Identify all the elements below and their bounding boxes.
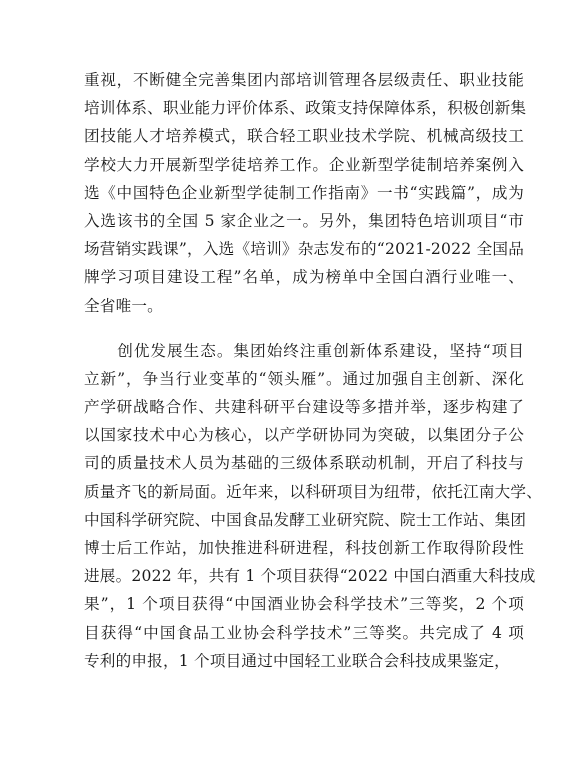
text-line: 以国家技术中心为核心，以产学研协同为突破，以集团分子公 xyxy=(84,426,524,445)
text-line: 果”，1 个项目获得“中国酒业协会科学技术”三等奖，2 个项 xyxy=(84,595,524,614)
text-line: 目获得“中国食品工业协会科学技术”三等奖。共完成了 4 项 xyxy=(84,623,524,642)
paragraph-gap xyxy=(84,320,524,337)
text-line: 中国科学研究院、中国食品发酵工业研究院、院士工作站、集团 xyxy=(84,510,527,529)
text-line: 进展。2022 年，共有 1 个项目获得“2022 中国白酒重大科技成 xyxy=(84,567,536,586)
text-line: 质量齐飞的新局面。近年来，以科研项目为纽带，依托江南大学、 xyxy=(84,482,543,501)
body-text xyxy=(84,66,543,675)
text-line: 选《中国特色企业新型学徒制工作指南》一书“实践篇”，成为 xyxy=(84,183,524,202)
paragraph-innovation-ecology xyxy=(84,337,543,675)
text-line: 立新”，争当行业变革的“领头雁”。通过加强自主创新、深化 xyxy=(84,369,524,388)
text-line: 牌学习项目建设工程”名单，成为榜单中全国白酒行业唯一、 xyxy=(84,268,524,287)
text-line: 培训体系、职业能力评价体系、政策支持保障体系，积极创新集 xyxy=(84,99,527,118)
text-line: 全省唯一。 xyxy=(84,296,163,315)
text-line: 学校大力开展新型学徒培养工作。企业新型学徒制培养案例入 xyxy=(84,155,524,174)
text-line: 入选该书的全国 5 家企业之一。另外，集团特色培训项目“市 xyxy=(84,211,524,230)
text-line: 产学研战略合作、共建科研平台建设等多措并举，逐步构建了 xyxy=(84,398,524,417)
text-line: 重视，不断健全完善集团内部培训管理各层级责任、职业技能 xyxy=(84,71,524,89)
text-line: 团技能人才培养模式，联合轻工职业技术学院、机械高级技工 xyxy=(84,127,524,146)
text-line: 博士后工作站，加快推进科研进程，科技创新工作取得阶段性 xyxy=(84,539,524,557)
text-line: 专利的申报，1 个项目通过中国轻工业联合会科技成果鉴定， xyxy=(84,651,510,670)
paragraph-talent-training xyxy=(84,66,527,320)
text-line: 司的质量技术人员为基础的三级体系联动机制，开启了科技与 xyxy=(84,454,524,473)
text-line: 场营销实践课”，入选《培训》杂志发布的“2021-2022 全国品 xyxy=(84,240,524,259)
text-line: 创优发展生态。集团始终注重创新体系建设，坚持“项目 xyxy=(84,341,524,360)
